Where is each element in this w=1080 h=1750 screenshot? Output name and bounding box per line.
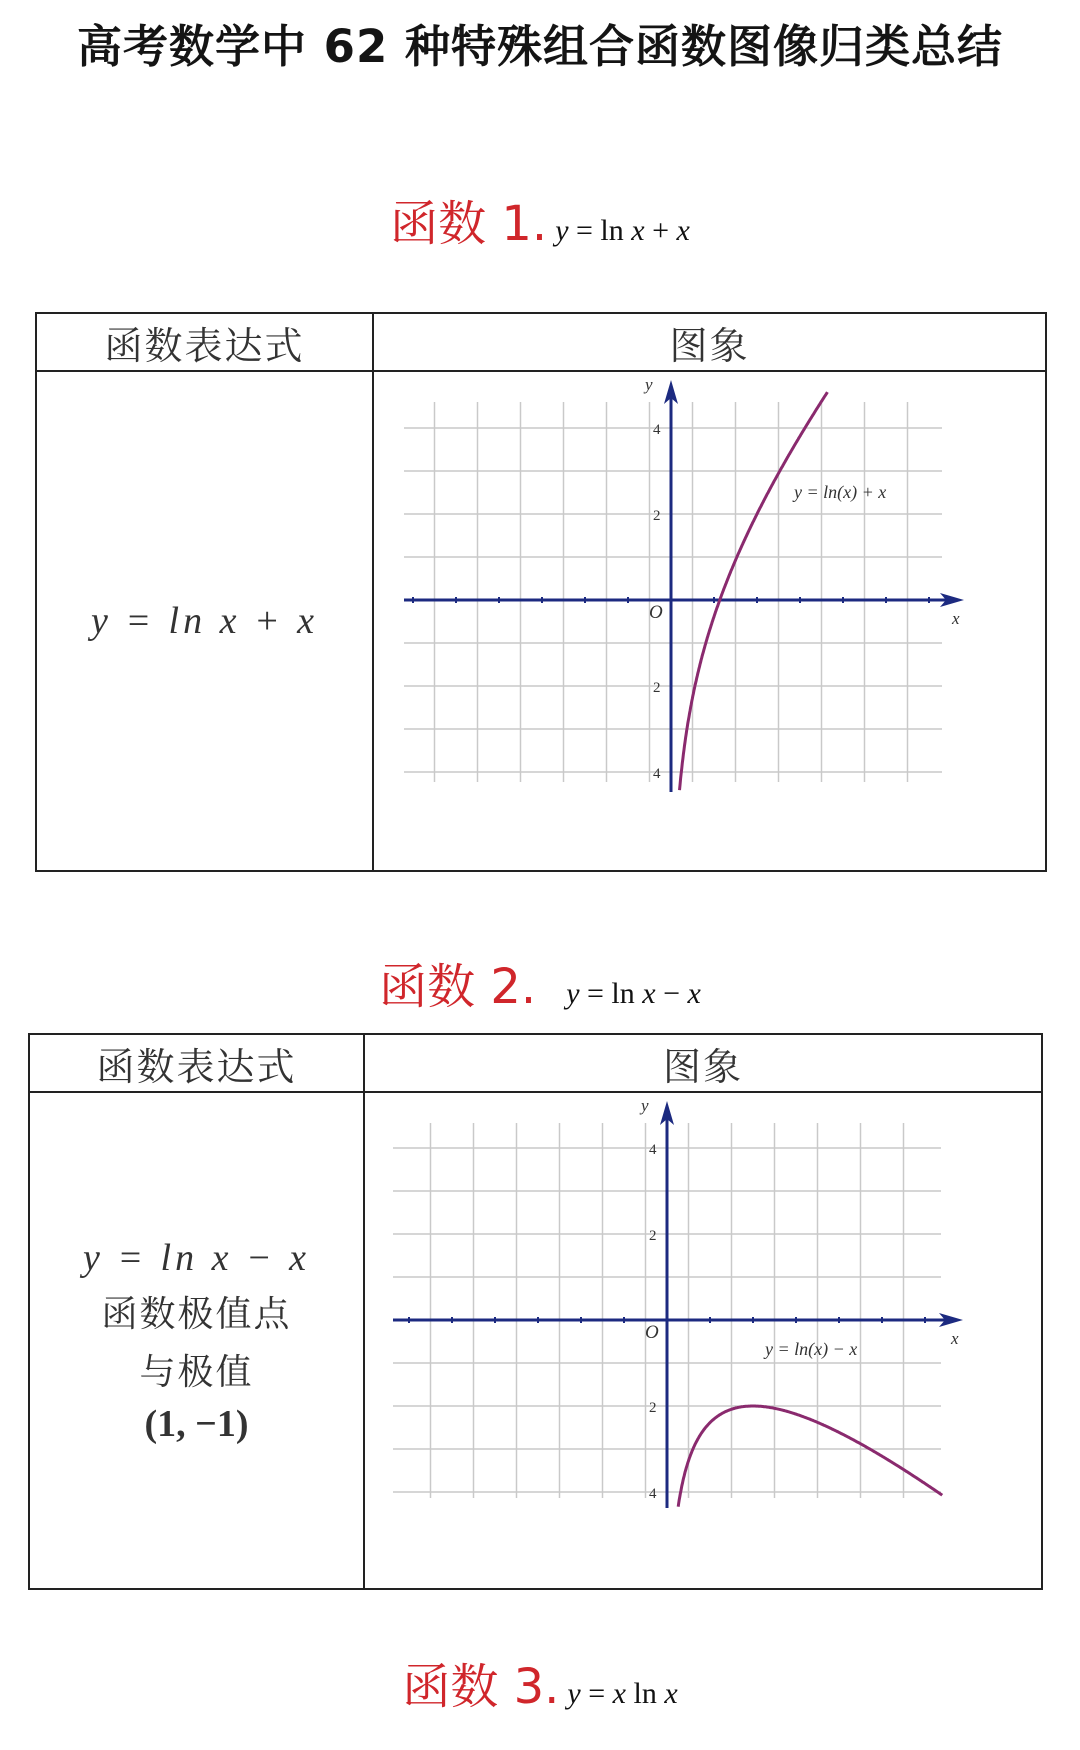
section-2-heading	[0, 948, 1080, 1017]
function-1-header-expression: 函数表达式	[104, 323, 305, 368]
section-1-label: 函数 1.	[390, 196, 548, 252]
function-2-graph	[365, 1093, 1041, 1588]
y-axis-label: y	[645, 375, 653, 394]
y-tick-label: 2	[649, 1228, 657, 1244]
function-2-expression: y = ln x − x	[83, 1236, 310, 1279]
page-title: 高考数学中 62 种特殊组合函数图像归类总结	[77, 20, 1003, 73]
y-tick-label: 4	[649, 1142, 657, 1158]
y-tick-label: 2	[653, 680, 661, 696]
function-2-table	[28, 1033, 1043, 1590]
origin-label: O	[649, 602, 663, 623]
x-axis-label: x	[951, 1329, 959, 1348]
y-tick-label: 2	[649, 1400, 657, 1416]
function-1-header-graph: 图象	[669, 323, 750, 368]
y-tick-label: 4	[653, 766, 661, 782]
y-tick-label: 2	[653, 508, 661, 524]
function-2-note-line1: 函数极值点	[101, 1293, 292, 1335]
section-3-formula: y = x ln x	[567, 1677, 678, 1710]
section-3-label: 函数 3.	[402, 1659, 560, 1715]
section-2-formula: y = ln x − x	[566, 977, 701, 1010]
origin-label: O	[645, 1322, 659, 1343]
function-2-header-expression: 函数表达式	[96, 1044, 297, 1089]
function-2-note-line2: 与极值	[139, 1351, 254, 1393]
curve-label: y = ln(x) + x	[794, 482, 887, 502]
curve-label: y = ln(x) − x	[765, 1339, 858, 1359]
function-1-expression-cell	[37, 372, 372, 870]
y-tick-label: 4	[649, 1486, 657, 1502]
function-1-graph	[374, 372, 1045, 870]
function-1-expression: y = ln x + x	[91, 600, 318, 642]
section-2-label: 函数 2.	[379, 959, 537, 1015]
function-curve	[680, 392, 828, 790]
section-3-heading	[0, 1648, 1080, 1717]
function-2-extremum-point: (1, −1)	[144, 1402, 249, 1445]
function-1-table	[35, 312, 1047, 872]
function-2-expression-cell	[30, 1093, 363, 1588]
function-2-header-graph: 图象	[662, 1044, 743, 1089]
section-1-formula: y = ln x + x	[555, 214, 690, 247]
y-tick-label: 4	[653, 422, 661, 438]
section-1-heading	[0, 185, 1080, 254]
x-axis-label: x	[952, 609, 960, 628]
y-axis-label: y	[641, 1096, 649, 1115]
